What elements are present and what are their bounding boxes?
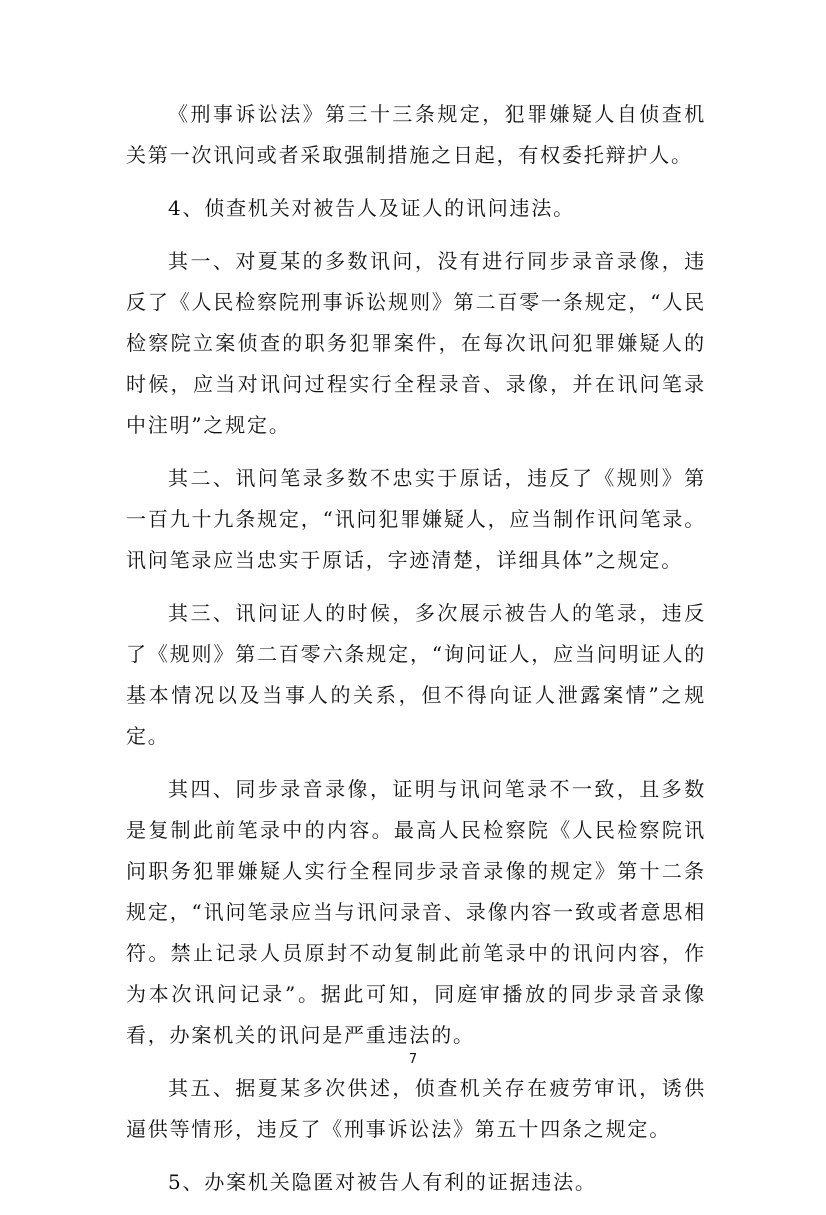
paragraph-4: 其二、讯问笔录多数不忠实于原话，违反了《规则》第一百九十九条规定，“讯问犯罪嫌疑人，应当制作讯问笔录。讯问笔录应当忠实于原话，字迹清楚，详细具体”之规定。 [126,466,706,572]
paragraph-1: 《刑事诉讼法》第三十三条规定，犯罪嫌疑人自侦查机关第一次讯问或者采取强制措施之日起，有权委托辩护人。 [126,102,706,167]
page-number: 7 [408,1052,418,1067]
document-body [126,94,706,1215]
paragraph-8: 5、办案机关隐匿对被告人有利的证据违法。 [168,1170,597,1194]
paragraph-3: 其一、对夏某的多数讯问，没有进行同步录音录像，违反了《人民检察院刑事诉讼规则》第二百零一条规定，“人民检察院立案侦查的职务犯罪案件，在每次讯问犯罪嫌疑人的时候，应当对讯问过程实行全程录音、录像，并在讯问笔录中注明”之规定。 [126,249,706,437]
paragraph-2: 4、侦查机关对被告人及证人的讯问违法。 [168,196,575,220]
paragraph-6: 其四、同步录音录像，证明与讯问笔录不一致，且多数是复制此前笔录中的内容。最高人民检察院《人民检察院讯问职务犯罪嫌疑人实行全程同步录音录像的规定》第十二条规定，“讯问笔录应当与讯问录音、录像内容一致或者意思相符。禁止记录人员原封不动复制此前笔录中的讯问内容，作为本次讯问记录”。据此可知，同庭审播放的同步录音录像看，办案机关的讯问是严重违法的。 [126,777,706,1047]
paragraph-7: 其五、据夏某多次供述，侦查机关存在疲劳审讯，诱供逼供等情形，违反了《刑事诉讼法》第五十四条之规定。 [126,1076,706,1141]
paragraph-5: 其三、讯问证人的时候，多次展示被告人的笔录，违反了《规则》第二百零六条规定，“询问证人，应当问明证人的基本情况以及当事人的关系，但不得向证人泄露案情”之规定。 [126,601,706,748]
